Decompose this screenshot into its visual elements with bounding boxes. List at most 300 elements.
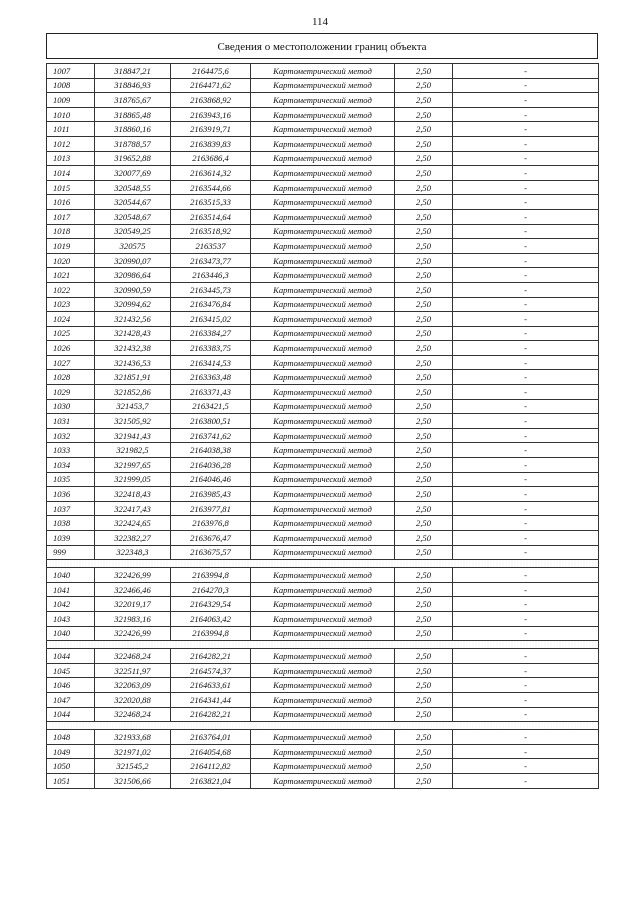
page-number: 114 [311, 16, 329, 28]
accuracy-cell: 2,50 [395, 341, 453, 356]
accuracy-cell: 2,50 [395, 253, 453, 268]
note-cell: - [453, 663, 599, 678]
x-coordinate-cell: 321432,56 [95, 312, 171, 327]
method-cell: Картометрический метод [251, 385, 395, 400]
accuracy-cell: 2,50 [395, 268, 453, 283]
y-coordinate-cell: 2163764,01 [171, 730, 251, 745]
note-cell: - [453, 516, 599, 531]
method-cell: Картометрический метод [251, 399, 395, 414]
accuracy-cell: 2,50 [395, 195, 453, 210]
x-coordinate-cell: 320549,25 [95, 224, 171, 239]
note-cell: - [453, 122, 599, 137]
method-cell: Картометрический метод [251, 443, 395, 458]
table-row [47, 399, 599, 414]
method-cell: Картометрический метод [251, 151, 395, 166]
x-coordinate-cell: 322424,65 [95, 516, 171, 531]
method-cell: Картометрический метод [251, 501, 395, 516]
table-row [47, 64, 599, 79]
note-cell: - [453, 209, 599, 224]
y-coordinate-cell: 2163800,51 [171, 414, 251, 429]
point-number-cell: 999 [47, 545, 95, 560]
note-cell: - [453, 611, 599, 626]
y-coordinate-cell: 2163421,5 [171, 399, 251, 414]
method-cell: Картометрический метод [251, 355, 395, 370]
x-coordinate-cell: 318788,57 [95, 136, 171, 151]
method-cell: Картометрический метод [251, 239, 395, 254]
x-coordinate-cell: 321506,66 [95, 773, 171, 788]
y-coordinate-cell: 2163821,04 [171, 773, 251, 788]
accuracy-cell: 2,50 [395, 399, 453, 414]
note-cell: - [453, 297, 599, 312]
x-coordinate-cell: 321983,16 [95, 611, 171, 626]
x-coordinate-cell: 322348,3 [95, 545, 171, 560]
x-coordinate-cell: 318765,67 [95, 93, 171, 108]
x-coordinate-cell: 318860,16 [95, 122, 171, 137]
point-number-cell: 1028 [47, 370, 95, 385]
note-cell: - [453, 773, 599, 788]
table-row [47, 268, 599, 283]
point-number-cell: 1050 [47, 759, 95, 774]
point-number-cell: 1027 [47, 355, 95, 370]
accuracy-cell: 2,50 [395, 297, 453, 312]
note-cell: - [453, 744, 599, 759]
method-cell: Картометрический метод [251, 458, 395, 473]
y-coordinate-cell: 2164471,62 [171, 78, 251, 93]
method-cell: Картометрический метод [251, 428, 395, 443]
method-cell: Картометрический метод [251, 707, 395, 722]
note-cell: - [453, 472, 599, 487]
point-number-cell: 1007 [47, 64, 95, 79]
point-number-cell: 1017 [47, 209, 95, 224]
table-row [47, 180, 599, 195]
point-number-cell: 1035 [47, 472, 95, 487]
note-cell: - [453, 692, 599, 707]
x-coordinate-cell: 318847,21 [95, 64, 171, 79]
accuracy-cell: 2,50 [395, 64, 453, 79]
accuracy-cell: 2,50 [395, 516, 453, 531]
method-cell: Картометрический метод [251, 730, 395, 745]
y-coordinate-cell: 2163363,48 [171, 370, 251, 385]
method-cell: Картометрический метод [251, 136, 395, 151]
accuracy-cell: 2,50 [395, 370, 453, 385]
note-cell: - [453, 268, 599, 283]
x-coordinate-cell: 321999,05 [95, 472, 171, 487]
table-title: Сведения о местоположении границ объекта [46, 33, 598, 59]
table-row [47, 326, 599, 341]
table-row [47, 678, 599, 693]
method-cell: Картометрический метод [251, 773, 395, 788]
accuracy-cell: 2,50 [395, 649, 453, 664]
y-coordinate-cell: 2163686,4 [171, 151, 251, 166]
note-cell: - [453, 428, 599, 443]
x-coordinate-cell: 320544,67 [95, 195, 171, 210]
table-row [47, 531, 599, 546]
x-coordinate-cell: 322426,99 [95, 626, 171, 641]
point-number-cell: 1048 [47, 730, 95, 745]
x-coordinate-cell: 320994,62 [95, 297, 171, 312]
accuracy-cell: 2,50 [395, 443, 453, 458]
y-coordinate-cell: 2163371,43 [171, 385, 251, 400]
accuracy-cell: 2,50 [395, 136, 453, 151]
accuracy-cell: 2,50 [395, 568, 453, 583]
point-number-cell: 1049 [47, 744, 95, 759]
table-row [47, 649, 599, 664]
x-coordinate-cell: 318846,93 [95, 78, 171, 93]
method-cell: Картометрический метод [251, 626, 395, 641]
y-coordinate-cell: 2163415,02 [171, 312, 251, 327]
method-cell: Картометрический метод [251, 531, 395, 546]
method-cell: Картометрический метод [251, 663, 395, 678]
point-number-cell: 1038 [47, 516, 95, 531]
point-number-cell: 1047 [47, 692, 95, 707]
note-cell: - [453, 355, 599, 370]
table-row [47, 239, 599, 254]
y-coordinate-cell: 2163977,81 [171, 501, 251, 516]
note-cell: - [453, 678, 599, 693]
y-coordinate-cell: 2163414,53 [171, 355, 251, 370]
coordinates-table-body [47, 64, 599, 789]
y-coordinate-cell: 2164633,61 [171, 678, 251, 693]
x-coordinate-cell: 321505,92 [95, 414, 171, 429]
point-number-cell: 1023 [47, 297, 95, 312]
note-cell: - [453, 730, 599, 745]
method-cell: Картометрический метод [251, 516, 395, 531]
x-coordinate-cell: 322466,46 [95, 582, 171, 597]
note-cell: - [453, 151, 599, 166]
y-coordinate-cell: 2163676,47 [171, 531, 251, 546]
accuracy-cell: 2,50 [395, 107, 453, 122]
table-row [47, 487, 599, 502]
accuracy-cell: 2,50 [395, 209, 453, 224]
point-number-cell: 1021 [47, 268, 95, 283]
note-cell: - [453, 414, 599, 429]
accuracy-cell: 2,50 [395, 597, 453, 612]
y-coordinate-cell: 2164046,46 [171, 472, 251, 487]
point-number-cell: 1044 [47, 707, 95, 722]
x-coordinate-cell: 321971,02 [95, 744, 171, 759]
accuracy-cell: 2,50 [395, 355, 453, 370]
table-row [47, 414, 599, 429]
method-cell: Картометрический метод [251, 582, 395, 597]
note-cell: - [453, 107, 599, 122]
x-coordinate-cell: 321982,5 [95, 443, 171, 458]
accuracy-cell: 2,50 [395, 759, 453, 774]
point-number-cell: 1010 [47, 107, 95, 122]
group-separator-cell [47, 722, 599, 730]
table-row [47, 78, 599, 93]
table-row [47, 773, 599, 788]
table-row [47, 224, 599, 239]
note-cell: - [453, 312, 599, 327]
y-coordinate-cell: 2164270,3 [171, 582, 251, 597]
accuracy-cell: 2,50 [395, 582, 453, 597]
method-cell: Картометрический метод [251, 414, 395, 429]
accuracy-cell: 2,50 [395, 611, 453, 626]
x-coordinate-cell: 322382,27 [95, 531, 171, 546]
table-row [47, 730, 599, 745]
point-number-cell: 1030 [47, 399, 95, 414]
y-coordinate-cell: 2164038,38 [171, 443, 251, 458]
accuracy-cell: 2,50 [395, 224, 453, 239]
note-cell: - [453, 78, 599, 93]
point-number-cell: 1029 [47, 385, 95, 400]
point-number-cell: 1040 [47, 626, 95, 641]
x-coordinate-cell: 321436,53 [95, 355, 171, 370]
x-coordinate-cell: 322511,97 [95, 663, 171, 678]
point-number-cell: 1018 [47, 224, 95, 239]
x-coordinate-cell: 320990,07 [95, 253, 171, 268]
method-cell: Картометрический метод [251, 370, 395, 385]
note-cell: - [453, 239, 599, 254]
method-cell: Картометрический метод [251, 209, 395, 224]
table-row [47, 428, 599, 443]
y-coordinate-cell: 2163473,77 [171, 253, 251, 268]
y-coordinate-cell: 2164574,37 [171, 663, 251, 678]
note-cell: - [453, 649, 599, 664]
x-coordinate-cell: 321933,68 [95, 730, 171, 745]
y-coordinate-cell: 2164282,21 [171, 707, 251, 722]
point-number-cell: 1034 [47, 458, 95, 473]
x-coordinate-cell: 320575 [95, 239, 171, 254]
accuracy-cell: 2,50 [395, 78, 453, 93]
note-cell: - [453, 568, 599, 583]
table-row [47, 355, 599, 370]
y-coordinate-cell: 2163445,73 [171, 282, 251, 297]
point-number-cell: 1044 [47, 649, 95, 664]
accuracy-cell: 2,50 [395, 166, 453, 181]
table-row [47, 458, 599, 473]
y-coordinate-cell: 2163868,92 [171, 93, 251, 108]
note-cell: - [453, 531, 599, 546]
group-separator-cell [47, 641, 599, 649]
method-cell: Картометрический метод [251, 78, 395, 93]
x-coordinate-cell: 322063,09 [95, 678, 171, 693]
y-coordinate-cell: 2163614,32 [171, 166, 251, 181]
method-cell: Картометрический метод [251, 166, 395, 181]
method-cell: Картометрический метод [251, 122, 395, 137]
table-row [47, 282, 599, 297]
point-number-cell: 1014 [47, 166, 95, 181]
x-coordinate-cell: 322019,17 [95, 597, 171, 612]
method-cell: Картометрический метод [251, 759, 395, 774]
y-coordinate-cell: 2164063,42 [171, 611, 251, 626]
x-coordinate-cell: 318865,48 [95, 107, 171, 122]
group-separator [47, 641, 599, 649]
y-coordinate-cell: 2163741,62 [171, 428, 251, 443]
point-number-cell: 1011 [47, 122, 95, 137]
table-row [47, 707, 599, 722]
accuracy-cell: 2,50 [395, 663, 453, 678]
point-number-cell: 1036 [47, 487, 95, 502]
y-coordinate-cell: 2163446,3 [171, 268, 251, 283]
x-coordinate-cell: 321851,91 [95, 370, 171, 385]
y-coordinate-cell: 2163919,71 [171, 122, 251, 137]
point-number-cell: 1046 [47, 678, 95, 693]
table-row [47, 151, 599, 166]
point-number-cell: 1022 [47, 282, 95, 297]
method-cell: Картометрический метод [251, 107, 395, 122]
x-coordinate-cell: 322426,99 [95, 568, 171, 583]
y-coordinate-cell: 2164282,21 [171, 649, 251, 664]
accuracy-cell: 2,50 [395, 180, 453, 195]
method-cell: Картометрический метод [251, 93, 395, 108]
table-row [47, 472, 599, 487]
y-coordinate-cell: 2164329,54 [171, 597, 251, 612]
x-coordinate-cell: 320548,55 [95, 180, 171, 195]
accuracy-cell: 2,50 [395, 93, 453, 108]
note-cell: - [453, 93, 599, 108]
table-row [47, 312, 599, 327]
note-cell: - [453, 443, 599, 458]
note-cell: - [453, 224, 599, 239]
x-coordinate-cell: 320077,69 [95, 166, 171, 181]
group-separator-cell [47, 560, 599, 568]
accuracy-cell: 2,50 [395, 312, 453, 327]
table-row [47, 501, 599, 516]
accuracy-cell: 2,50 [395, 472, 453, 487]
table-row [47, 122, 599, 137]
document-sheet [46, 33, 598, 789]
table-row [47, 195, 599, 210]
table-row [47, 341, 599, 356]
note-cell: - [453, 582, 599, 597]
method-cell: Картометрический метод [251, 297, 395, 312]
accuracy-cell: 2,50 [395, 458, 453, 473]
accuracy-cell: 2,50 [395, 678, 453, 693]
method-cell: Картометрический метод [251, 597, 395, 612]
method-cell: Картометрический метод [251, 649, 395, 664]
method-cell: Картометрический метод [251, 180, 395, 195]
y-coordinate-cell: 2163544,66 [171, 180, 251, 195]
x-coordinate-cell: 319652,88 [95, 151, 171, 166]
point-number-cell: 1025 [47, 326, 95, 341]
accuracy-cell: 2,50 [395, 773, 453, 788]
note-cell: - [453, 370, 599, 385]
y-coordinate-cell: 2163994,8 [171, 568, 251, 583]
point-number-cell: 1026 [47, 341, 95, 356]
note-cell: - [453, 545, 599, 560]
y-coordinate-cell: 2163839,83 [171, 136, 251, 151]
note-cell: - [453, 626, 599, 641]
y-coordinate-cell: 2164112,82 [171, 759, 251, 774]
accuracy-cell: 2,50 [395, 707, 453, 722]
x-coordinate-cell: 320990,59 [95, 282, 171, 297]
y-coordinate-cell: 2163515,33 [171, 195, 251, 210]
method-cell: Картометрический метод [251, 341, 395, 356]
accuracy-cell: 2,50 [395, 626, 453, 641]
accuracy-cell: 2,50 [395, 428, 453, 443]
method-cell: Картометрический метод [251, 611, 395, 626]
accuracy-cell: 2,50 [395, 545, 453, 560]
point-number-cell: 1033 [47, 443, 95, 458]
x-coordinate-cell: 321545,2 [95, 759, 171, 774]
point-number-cell: 1039 [47, 531, 95, 546]
y-coordinate-cell: 2163476,84 [171, 297, 251, 312]
table-row [47, 209, 599, 224]
x-coordinate-cell: 321941,43 [95, 428, 171, 443]
note-cell: - [453, 458, 599, 473]
method-cell: Картометрический метод [251, 253, 395, 268]
table-row [47, 107, 599, 122]
point-number-cell: 1008 [47, 78, 95, 93]
x-coordinate-cell: 322020,88 [95, 692, 171, 707]
x-coordinate-cell: 320986,64 [95, 268, 171, 283]
point-number-cell: 1040 [47, 568, 95, 583]
method-cell: Картометрический метод [251, 195, 395, 210]
y-coordinate-cell: 2163985,43 [171, 487, 251, 502]
note-cell: - [453, 597, 599, 612]
table-row [47, 759, 599, 774]
accuracy-cell: 2,50 [395, 326, 453, 341]
table-row [47, 597, 599, 612]
y-coordinate-cell: 2164341,44 [171, 692, 251, 707]
accuracy-cell: 2,50 [395, 744, 453, 759]
point-number-cell: 1045 [47, 663, 95, 678]
method-cell: Картометрический метод [251, 692, 395, 707]
method-cell: Картометрический метод [251, 224, 395, 239]
note-cell: - [453, 180, 599, 195]
point-number-cell: 1013 [47, 151, 95, 166]
x-coordinate-cell: 322418,43 [95, 487, 171, 502]
accuracy-cell: 2,50 [395, 239, 453, 254]
method-cell: Картометрический метод [251, 312, 395, 327]
accuracy-cell: 2,50 [395, 385, 453, 400]
note-cell: - [453, 487, 599, 502]
point-number-cell: 1019 [47, 239, 95, 254]
note-cell: - [453, 707, 599, 722]
point-number-cell: 1016 [47, 195, 95, 210]
table-row [47, 93, 599, 108]
table-row [47, 611, 599, 626]
accuracy-cell: 2,50 [395, 692, 453, 707]
y-coordinate-cell: 2163537 [171, 239, 251, 254]
note-cell: - [453, 253, 599, 268]
table-row [47, 582, 599, 597]
table-row [47, 692, 599, 707]
note-cell: - [453, 64, 599, 79]
note-cell: - [453, 501, 599, 516]
x-coordinate-cell: 321432,38 [95, 341, 171, 356]
method-cell: Картометрический метод [251, 282, 395, 297]
y-coordinate-cell: 2164036,28 [171, 458, 251, 473]
note-cell: - [453, 385, 599, 400]
method-cell: Картометрический метод [251, 568, 395, 583]
x-coordinate-cell: 320548,67 [95, 209, 171, 224]
accuracy-cell: 2,50 [395, 730, 453, 745]
note-cell: - [453, 282, 599, 297]
x-coordinate-cell: 321852,86 [95, 385, 171, 400]
table-row [47, 545, 599, 560]
table-row [47, 626, 599, 641]
note-cell: - [453, 341, 599, 356]
note-cell: - [453, 136, 599, 151]
x-coordinate-cell: 321997,65 [95, 458, 171, 473]
note-cell: - [453, 195, 599, 210]
point-number-cell: 1015 [47, 180, 95, 195]
point-number-cell: 1037 [47, 501, 95, 516]
note-cell: - [453, 166, 599, 181]
y-coordinate-cell: 2164475,6 [171, 64, 251, 79]
table-row [47, 443, 599, 458]
accuracy-cell: 2,50 [395, 122, 453, 137]
y-coordinate-cell: 2163994,8 [171, 626, 251, 641]
y-coordinate-cell: 2163383,75 [171, 341, 251, 356]
point-number-cell: 1032 [47, 428, 95, 443]
point-number-cell: 1020 [47, 253, 95, 268]
y-coordinate-cell: 2163514,64 [171, 209, 251, 224]
accuracy-cell: 2,50 [395, 501, 453, 516]
method-cell: Картометрический метод [251, 487, 395, 502]
